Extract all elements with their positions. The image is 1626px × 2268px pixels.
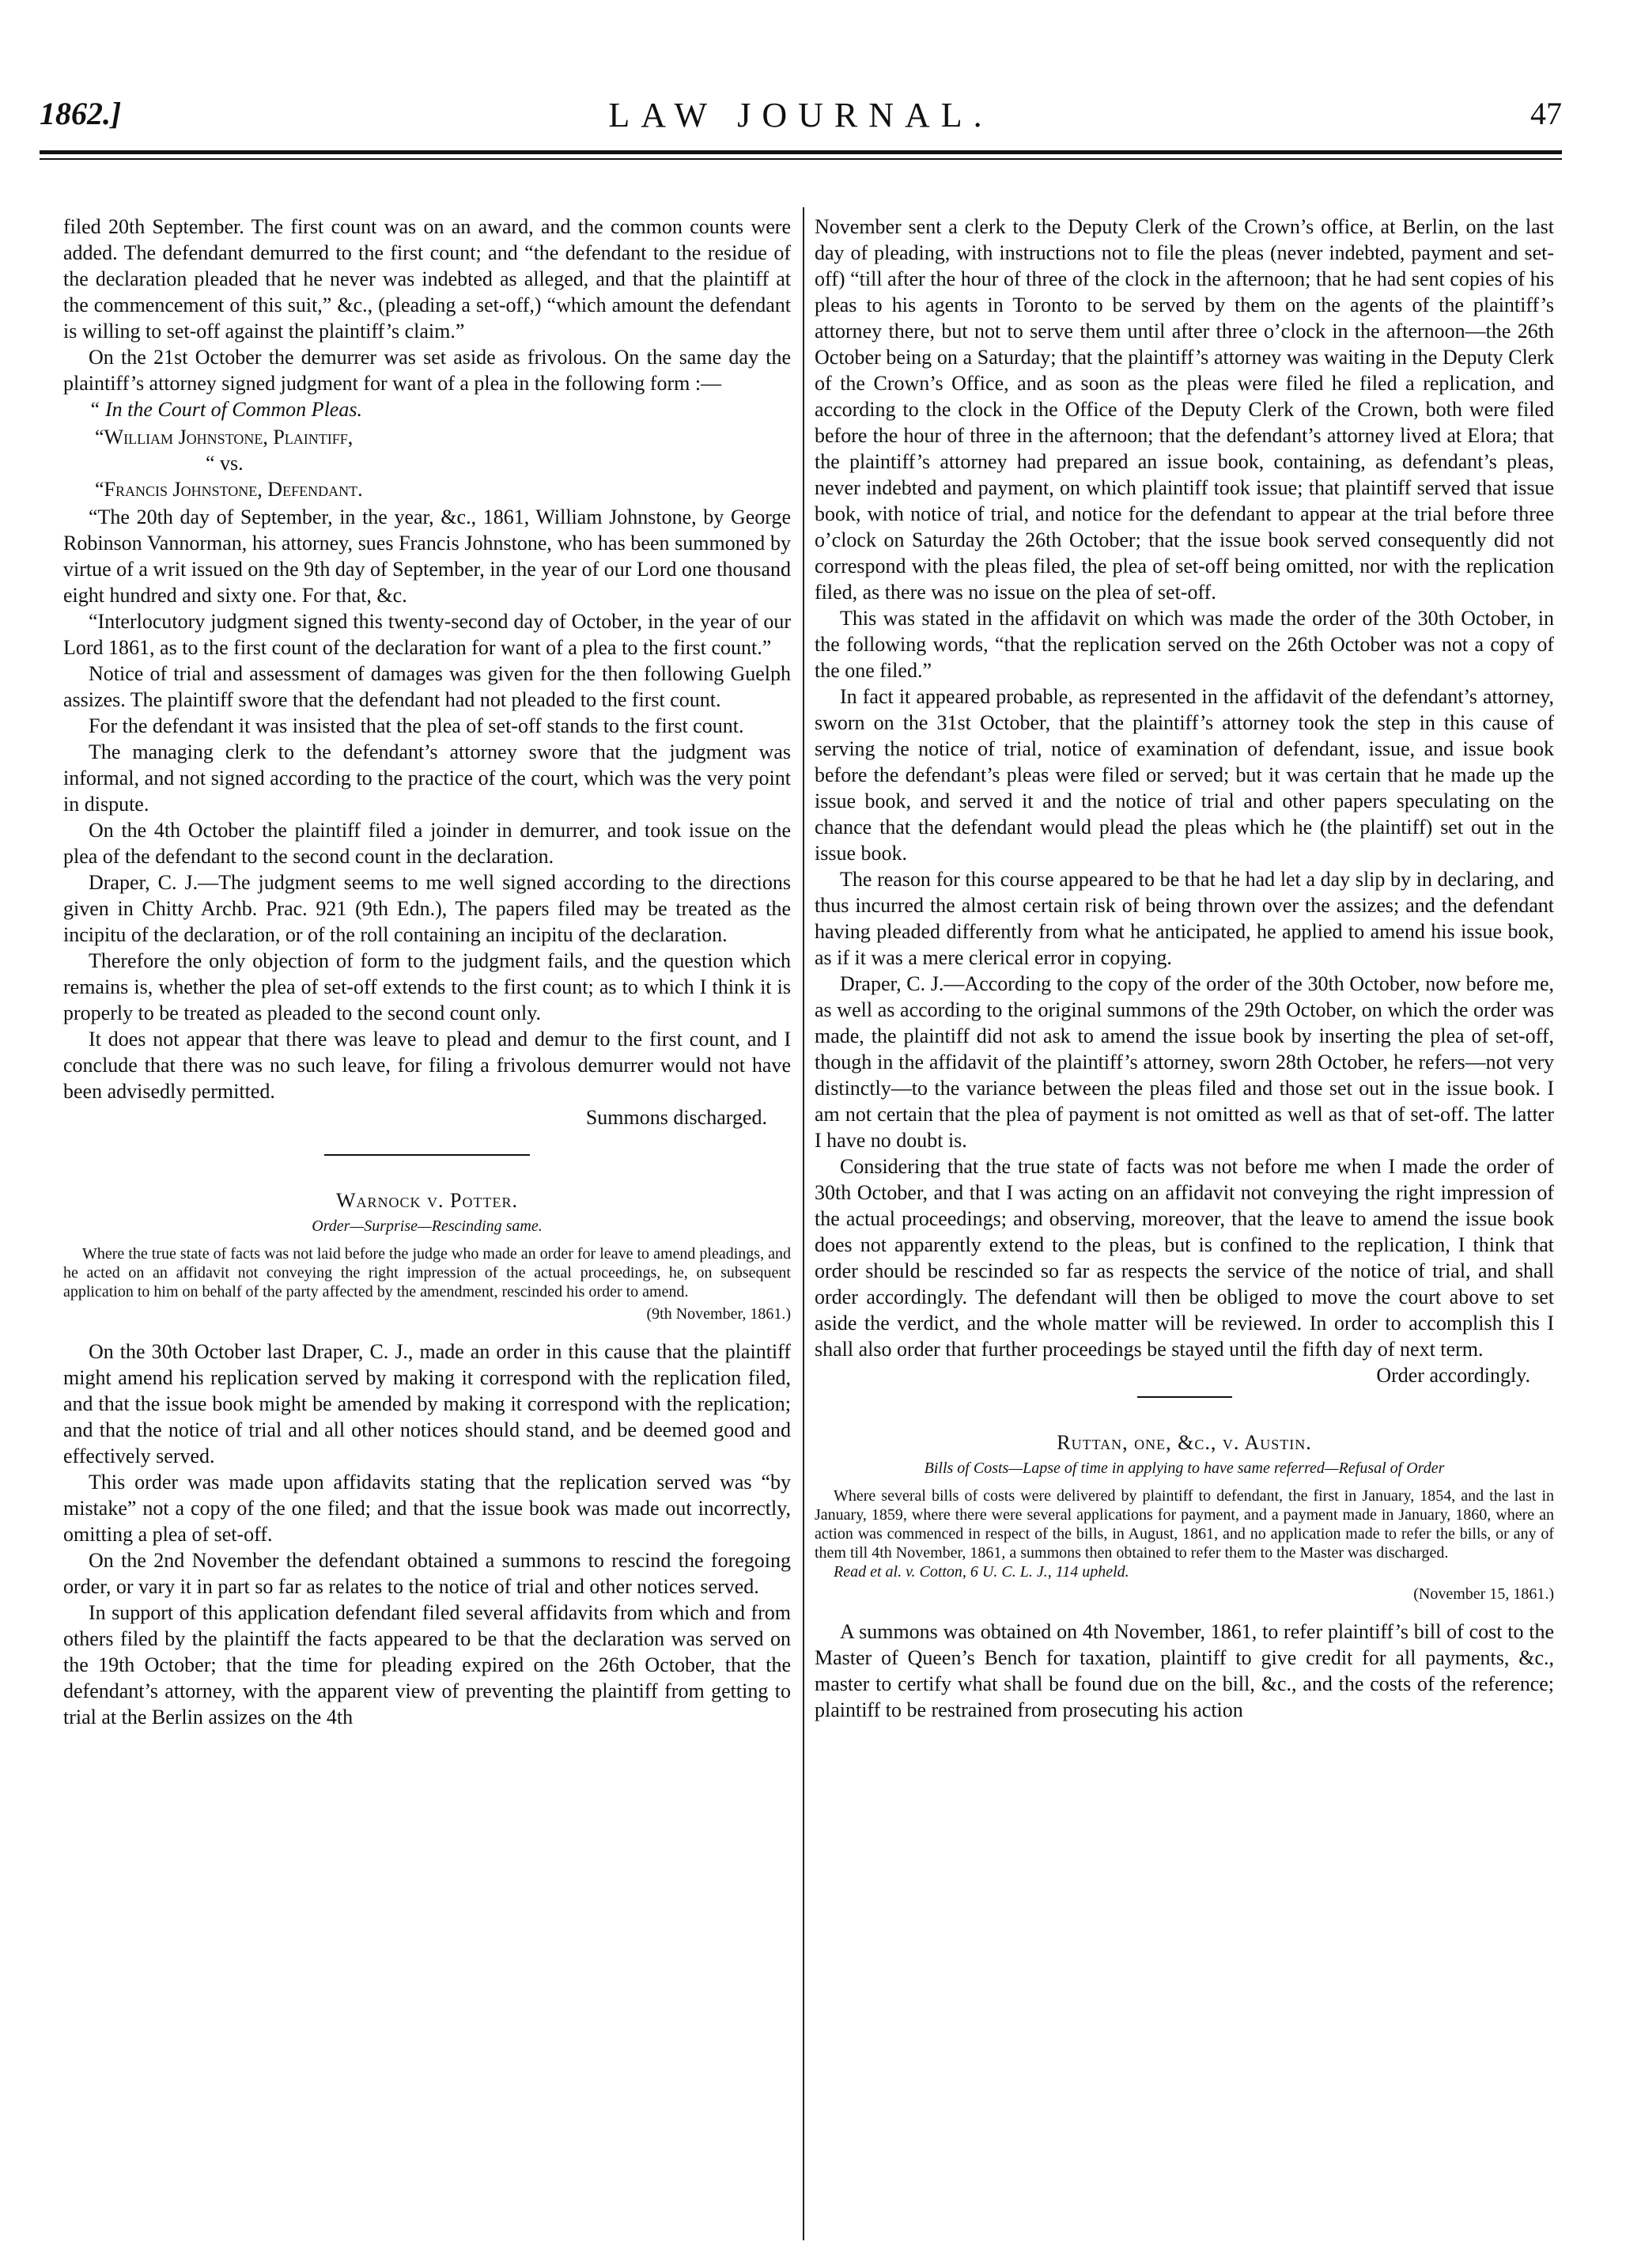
paragraph: In support of this application defendant filed several affidavits from which and from others filed by the plaintiff the facts appeared to be that the declaration was served on the 19th October; that the time for pleading expired on the 26th October, that the defendant’s attorney, with the apparent view of preventing the plaintiff from getting to trial at the Berlin assizes on the 4th bbox=[63, 1601, 791, 1728]
header-rule bbox=[40, 150, 1562, 154]
summons-discharged: Summons discharged. bbox=[585, 1106, 767, 1129]
paragraph: Notice of trial and assessment of damages was given for the then following Guelph assizes. The plaintiff swore that the defendant had not pleaded to the first count. bbox=[63, 662, 791, 711]
page-header bbox=[40, 95, 1562, 142]
paragraph: This order was made upon affidavits stating that the replication served was “by mistake” not a copy of the one filed; and that the issue book was made out incorrectly, omitting a plea of set-off. bbox=[63, 1471, 791, 1546]
case-subtitle: Bills of Costs—Lapse of time in applying to have same referred—Refusal of Order bbox=[924, 1460, 1445, 1477]
paragraph: The managing clerk to the defendant’s attorney swore that the judgment was informal, and not signed according to the practice of the court, which was the very point in dispute. bbox=[63, 740, 791, 816]
paragraph: Draper, C. J.—The judgment seems to me well signed according to the directions given in Chitty Archb. Prac. 921 (9th Edn.), The papers filed may be treated as the incipitu of the declaration, or of the roll containing an incipitu of the declaration. bbox=[63, 871, 791, 946]
paragraph: Therefore the only objection of form to the judgment fails, and the question which remains is, whether the plea of set-off extends to the first count; as to which I think it is properly to be treated as pleaded to the second count only. bbox=[63, 949, 791, 1024]
order-accordingly: Order accordingly. bbox=[1376, 1364, 1530, 1387]
paragraph: On the 30th October last Draper, C. J., made an order in this cause that the plaintiff might amend his replication served by making it correspond with the replication filed, and that the issue book might be amended by making it correspond with the replication; and that the notice of trial and all other notices should stand, and be deemed good and effectively served. bbox=[63, 1340, 791, 1467]
case-subtitle: Order—Surprise—Rescinding same. bbox=[312, 1217, 543, 1235]
paragraph: On the 2nd November the defendant obtained a summons to rescind the foregoing order, or vary it in part so far as relates to the notice of trial and other notices served. bbox=[63, 1549, 791, 1598]
left-column bbox=[63, 214, 791, 2239]
paragraph: “Interlocutory judgment signed this twenty-second day of October, in the year of our Lord 1861, as to the first count of the declaration for want of a plea to the first count.” bbox=[63, 610, 791, 659]
header-rule-thin bbox=[40, 158, 1562, 160]
paragraph: filed 20th September. The first count was on an award, and the common counts were added. The defendant demurred to the first count; and “the defendant to the residue of the declaration pleaded that he never was indebted as alleged, and that the plaintiff at the commencement of this suit,” &c., (pleading a set-off,) “which amount the defendant is willing to set-off against the plaintiff’s claim.” bbox=[63, 215, 791, 343]
paragraph: In fact it appeared probable, as represented in the affidavit of the defendant’s attorney, sworn on the 31st October, that the plaintiff’s attorney took the step in this cause of serving the notice of trial, notice of examination of defendant, issue, and issue book before the defendant’s pleas were filed or served; but it was certain that he made up the issue book, and served it and the notice of trial and other papers speculating on the chance that the defendant would plead the pleas which he (the plaintiff) set out in the issue book. bbox=[815, 685, 1554, 865]
paragraph: The reason for this course appeared to be that he had let a day slip by in declaring, and thus incurred the almost certain risk of being thrown over the assizes; and the defendant having pleaded differently from what he anticipated, he applied to amend his issue book, as if it was a mere clerical error in copying. bbox=[815, 868, 1554, 969]
paragraph: This was stated in the affidavit on which was made the order of the 30th October, in the following words, “that the replication served on the 26th October was not a copy of the one filed.” bbox=[815, 607, 1554, 682]
case-title: Ruttan, one, &c., v. Austin. bbox=[1057, 1431, 1312, 1454]
header-year: 1862.] bbox=[40, 96, 122, 131]
right-column bbox=[815, 214, 1554, 2239]
paragraph: A summons was obtained on 4th November, 1861, to refer plaintiff’s bill of cost to the Master of Queen’s Bench for taxation, plaintiff to give credit for all payments, &c., master to certify what shall be found due on the bill, &c., and the costs of the reference; plaintiff to be restrained from prosecuting his action bbox=[815, 1620, 1554, 1721]
case-style-block bbox=[95, 424, 791, 502]
column-separator bbox=[803, 207, 804, 2240]
defendant-line: “Francis Johnstone, Defendant. bbox=[95, 478, 363, 501]
versus-line: “ vs. bbox=[206, 452, 244, 475]
case-citation: Read et al. v. Cotton, 6 U. C. L. J., 114 upheld. bbox=[834, 1563, 1129, 1581]
paragraph: For the defendant it was insisted that the plea of set-off stands to the first count. bbox=[89, 714, 744, 737]
paragraph: It does not appear that there was leave to plead and demur to the first count, and I conclude that there was no such leave, for filing a frivolous demurrer would not have been advisedly permitted. bbox=[63, 1028, 791, 1103]
paragraph: On the 4th October the plaintiff filed a joinder in demurrer, and took issue on the plea of the defendant to the second count in the declaration. bbox=[63, 819, 791, 868]
header-title: LAW JOURNAL. bbox=[608, 96, 993, 134]
paragraph: “The 20th day of September, in the year, &c., 1861, William Johnstone, by George Robinson Vannorman, his attorney, sues Francis Johnstone, who has been summoned by virtue of a writ issued on the 9th day of September, in the year of our Lord one thousand eight hundred and sixty one. For that, &c. bbox=[63, 505, 791, 607]
case-title: Warnock v. Potter. bbox=[336, 1189, 518, 1212]
paragraph: On the 21st October the demurrer was set aside as frivolous. On the same day the plaintiff’s attorney signed judgment for want of a plea in the following form :— bbox=[63, 346, 791, 395]
header-page-number: 47 bbox=[1530, 96, 1562, 131]
paragraph: Draper, C. J.—According to the copy of the order of the 30th October, now before me, as well as according to the original summons of the 29th October, on which the order was made, the plaintiff did not ask to amend the issue book by inserting the plea of set-off, though in the affidavit of the plaintiff’s attorney, sworn 28th October, he refers—not very distinctly—to the variance between the pleas filed and those set out in the issue book. I am not certain that the plea of payment is not omitted as well as that of set-off. The latter I have no doubt is. bbox=[815, 972, 1554, 1152]
paragraph: November sent a clerk to the Deputy Clerk of the Crown’s office, at Berlin, on the last day of pleading, with instructions not to file the pleas (never indebted, payment and set-off) “till after the hour of three of the clock in the afternoon; that he had sent copies of his pleas to his agents in Toronto to be served by them on the agents of the plaintiff’s attorney there, but not to serve them until after three o’clock in the afternoon—the 26th October being on a Saturday; that the plaintiff’s attorney was waiting in the Deputy Clerk of the Crown’s Office, and as soon as the pleas were filed he filed a replication, and according to the clock in the Office of the Deputy Clerk of the Crown, both were filed before the hour of three in the afternoon; that the defendant’s attorney lived at Elora; that the plaintiff’s attorney had prepared an issue book, containing, as defendant’s pleas, never indebted and payment, on which plaintiff took issue; that plaintiff served that issue book, with notice of trial, and notice for the defendant to appear at the trial before three o’clock on Saturday the 26th October; that the issue book served consequently did not correspond with the pleas filed, the plea of set-off being omitted, nor with the replication filed, as there was no issue on the plea of set-off. bbox=[815, 215, 1554, 604]
court-heading: “ In the Court of Common Pleas. bbox=[89, 398, 362, 421]
case-date: (November 15, 1861.) bbox=[1413, 1585, 1554, 1603]
section-divider bbox=[1137, 1396, 1232, 1398]
paragraph: Considering that the true state of facts was not before me when I made the order of 30th October, and that I was acting on an affidavit not conveying the right impression of the actual proceedings; and observing, moreover, that the leave to amend the issue book does not apparently extend to the pleas, but is confined to the replication, I think that order should be rescinded so far as respects the service of the notice of trial, and shall order accordingly. The defendant will then be obliged to move the court above to set aside the verdict, and the whole matter will be reviewed. In order to accomplish this I shall also order that further proceedings be stayed until the fifth day of next term. bbox=[815, 1155, 1554, 1361]
case-headnote: Where the true state of facts was not laid before the judge who made an order for leave to amend pleadings, and he acted on an affidavit not conveying the right impression of the actual proceedings, he, on subsequent application to him on behalf of the party affected by the amendment, rescinded his order to amend. bbox=[63, 1245, 791, 1301]
case-headnote: Where several bills of costs were delivered by plaintiff to defendant, the first in January, 1854, and the last in January, 1859, where there were several applications for payment, and a payment made in January, 1860, where an action was commenced in respect of the bills, in August, 1861, and no application made to refer the bills, or any of them till 4th November, 1861, a summons then obtained to refer them to the Master was discharged. bbox=[815, 1487, 1554, 1562]
section-divider bbox=[324, 1154, 530, 1156]
case-date: (9th November, 1861.) bbox=[646, 1305, 791, 1323]
plaintiff-line: “William Johnstone, Plaintiff, bbox=[95, 426, 354, 449]
